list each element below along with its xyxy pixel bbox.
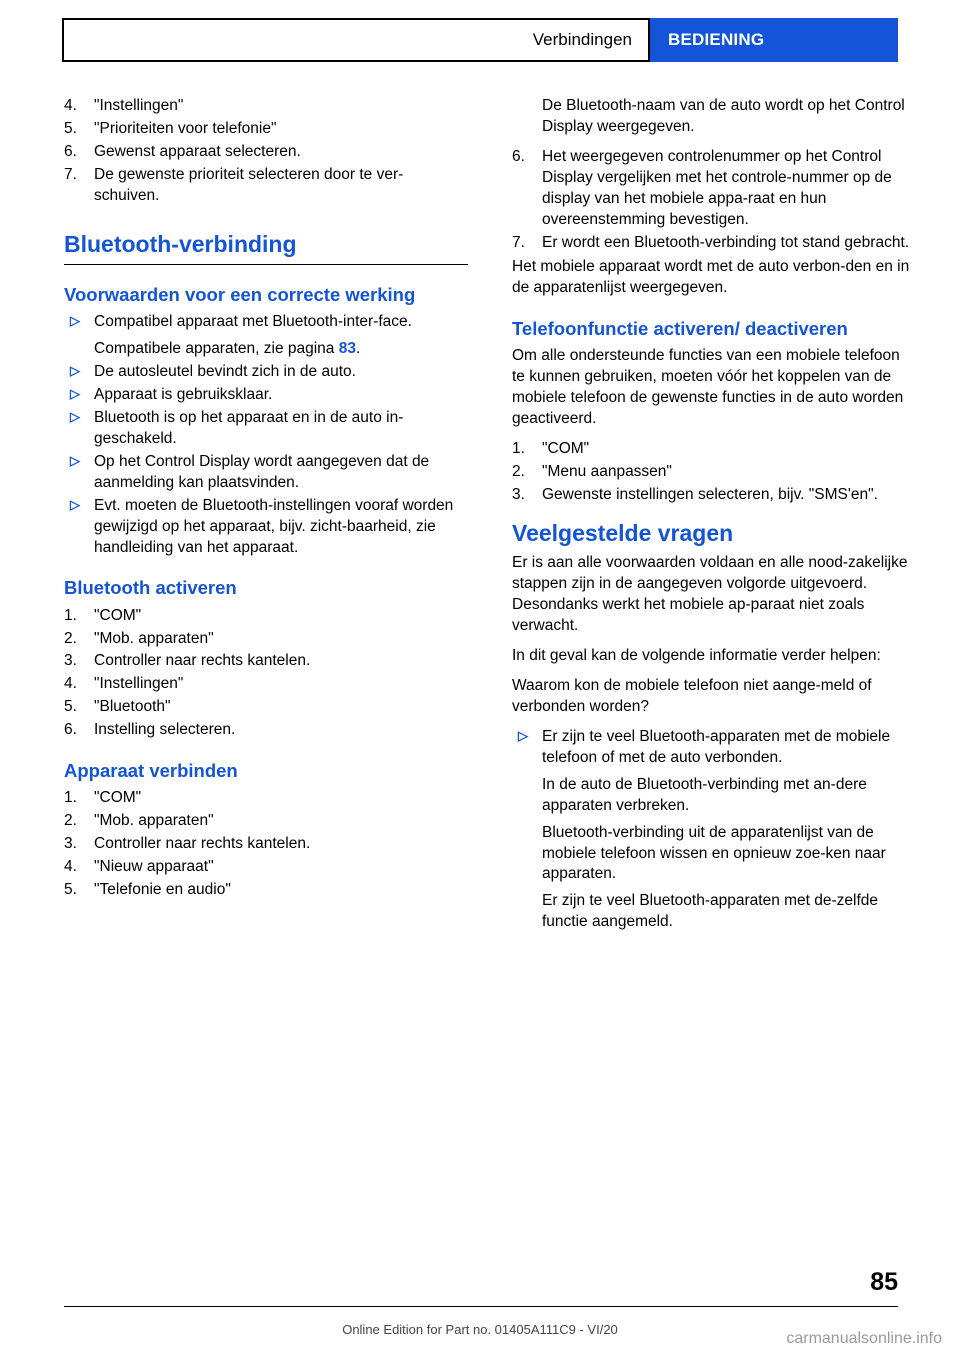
list-item bbox=[64, 629, 468, 650]
list-item bbox=[64, 142, 468, 163]
list-item bbox=[512, 727, 916, 933]
page-header bbox=[62, 18, 898, 62]
list-item-text: "Prioriteiten voor telefonie" bbox=[94, 119, 277, 137]
footer-edition-note: Online Edition for Part no. 01405A111C9 - VI/20 bbox=[342, 1322, 618, 1337]
right-top-numbered-list bbox=[512, 147, 916, 254]
voorwaarden-bullet-list bbox=[64, 312, 468, 558]
left-top-numbered-list bbox=[64, 96, 468, 207]
list-item-text: De autosleutel bevindt zich in de auto. bbox=[94, 363, 356, 381]
list-item bbox=[64, 165, 468, 207]
list-item bbox=[64, 119, 468, 140]
veelgestelde-bullet-list bbox=[512, 727, 916, 933]
list-item bbox=[512, 439, 916, 460]
list-item-text: "COM" bbox=[94, 606, 142, 624]
list-item bbox=[64, 651, 468, 672]
list-item bbox=[64, 720, 468, 741]
list-item bbox=[512, 233, 916, 254]
veelgestelde-paragraph-1: Er is aan alle voorwaarden voldaan en alle nood-zakelijke stappen zijn in de aangegeven volgorde uitgevoerd. Desondanks werkt het mobiele ap-paraat niet zoals verwacht. bbox=[512, 554, 908, 635]
list-item bbox=[64, 811, 468, 832]
list-item bbox=[64, 834, 468, 855]
telefoonfunctie-paragraph: Om alle ondersteunde functies van een mobiele telefoon te kunnen gebruiken, moeten vóór het koppelen van de mobiele telefoon de gewenste functies in de auto worden geactiveerd. bbox=[512, 347, 904, 428]
header-section-title: Verbindingen bbox=[62, 18, 650, 62]
list-item bbox=[64, 385, 468, 406]
list-item-text: "COM" bbox=[542, 440, 590, 458]
list-item-text: Gewenste instellingen selecteren, bijv. "SMS'en". bbox=[542, 485, 878, 503]
list-item-text: "Telefonie en audio" bbox=[94, 880, 231, 898]
subheading-bluetooth-activeren: Bluetooth activeren bbox=[64, 577, 237, 599]
subheading-telefoonfunctie: Telefoonfunctie activeren/ deactiveren bbox=[512, 318, 848, 340]
list-item-text: "Mob. apparaten" bbox=[94, 629, 214, 647]
list-item-text: Controller naar rechts kantelen. bbox=[94, 835, 311, 853]
list-item bbox=[64, 408, 468, 450]
list-item-number: 6. bbox=[64, 721, 77, 739]
bullet-note-1: In de auto de Bluetooth-verbinding met an-dere apparaten verbreken. bbox=[542, 775, 867, 814]
bullet-icon: ▷ bbox=[70, 496, 80, 512]
list-item bbox=[64, 96, 468, 117]
list-item bbox=[64, 674, 468, 695]
list-item-text: "Mob. apparaten" bbox=[94, 812, 214, 830]
list-item-number: 6. bbox=[64, 142, 77, 160]
list-item bbox=[64, 312, 468, 360]
list-item bbox=[64, 606, 468, 627]
section-heading-bluetooth-verbinding: Bluetooth-verbinding bbox=[64, 231, 468, 266]
list-item-text: Er wordt een Bluetooth-verbinding tot stand gebracht. bbox=[542, 233, 910, 251]
veelgestelde-paragraph-2: In dit geval kan de volgende informatie verder helpen: bbox=[512, 647, 881, 665]
footer-divider bbox=[64, 1306, 898, 1307]
list-item-text: Controller naar rechts kantelen. bbox=[94, 652, 311, 670]
list-item-number: 3. bbox=[64, 835, 77, 853]
list-item-text: Instelling selecteren. bbox=[94, 721, 236, 739]
list-item bbox=[64, 697, 468, 718]
bluetooth-naam-note: De Bluetooth-naam van de auto wordt op het Control Display weergegeven. bbox=[542, 97, 905, 135]
list-item-number: 1. bbox=[512, 440, 525, 458]
list-item-text: "Bluetooth" bbox=[94, 698, 171, 716]
telefoonfunctie-list bbox=[512, 439, 916, 506]
list-item-text: Op het Control Display wordt aangegeven dat de aanmelding kan plaatsvinden. bbox=[94, 452, 430, 491]
bullet-note-3: Er zijn te veel Bluetooth-apparaten met de-zelfde functie aangemeld. bbox=[542, 892, 879, 931]
list-item-number: 7. bbox=[64, 165, 77, 183]
list-item-text: De gewenste prioriteit selecteren door te ver-schuiven. bbox=[94, 165, 404, 204]
bullet-icon: ▷ bbox=[70, 452, 80, 468]
list-item-text: Evt. moeten de Bluetooth-instellingen vooraf worden gewijzigd op het apparaat, bijv. zicht-baarheid, zie handleiding van het apparaat. bbox=[94, 496, 454, 556]
list-item-text: "COM" bbox=[94, 789, 142, 807]
note-text-pre: Compatibele apparaten, zie pagina bbox=[94, 340, 339, 358]
list-item-number: 3. bbox=[64, 652, 77, 670]
list-item-text: "Menu aanpassen" bbox=[542, 463, 672, 481]
watermark-text: carmanualsonline.info bbox=[786, 1330, 942, 1347]
apparaat-verbinden-list bbox=[64, 788, 468, 901]
list-item-number: 2. bbox=[64, 629, 77, 647]
veelgestelde-paragraph-3: Waarom kon de mobiele telefoon niet aange-meld of verbonden worden? bbox=[512, 677, 872, 715]
list-item bbox=[64, 496, 468, 559]
list-item bbox=[64, 857, 468, 878]
list-item-number: 2. bbox=[512, 463, 525, 481]
subheading-voorwaarden: Voorwaarden voor een correcte werking bbox=[64, 284, 416, 306]
list-item-text: Bluetooth is op het apparaat en in de auto in-geschakeld. bbox=[94, 409, 404, 447]
bullet-icon: ▷ bbox=[70, 313, 80, 329]
list-item bbox=[512, 485, 916, 506]
right-column bbox=[512, 96, 916, 937]
note-text-post: . bbox=[355, 340, 361, 358]
left-column bbox=[64, 96, 468, 905]
compatibele-apparaten-note bbox=[94, 339, 468, 360]
subheading-apparaat-verbinden: Apparaat verbinden bbox=[64, 760, 238, 782]
list-item-number: 4. bbox=[64, 675, 77, 693]
bullet-icon: ▷ bbox=[70, 386, 80, 402]
bullet-note-2: Bluetooth-verbinding uit de apparatenlijst van de mobiele telefoon wissen en opnieuw zoe-ken naar apparaten. bbox=[542, 823, 886, 883]
page-number: 85 bbox=[870, 1268, 898, 1296]
list-item-number: 1. bbox=[64, 789, 77, 807]
list-item-number: 4. bbox=[64, 97, 77, 114]
list-item-number: 4. bbox=[64, 858, 77, 876]
list-item-number: 7. bbox=[512, 233, 525, 251]
list-item-number: 5. bbox=[64, 119, 77, 137]
bullet-icon: ▷ bbox=[518, 727, 528, 743]
list-item-number: 2. bbox=[64, 812, 77, 830]
list-item bbox=[64, 452, 468, 494]
list-item bbox=[64, 362, 468, 383]
list-item-text: Het weergegeven controlenummer op het Control Display vergelijken met het controle-nummer op de display van het mobiele appa-raat en hun overeenstemming bevestigen. bbox=[542, 147, 892, 228]
list-item-number: 5. bbox=[64, 880, 77, 898]
list-item bbox=[64, 788, 468, 809]
list-item bbox=[64, 880, 468, 901]
bullet-icon: ▷ bbox=[70, 409, 80, 425]
section-heading-veelgestelde-vragen: Veelgestelde vragen bbox=[512, 519, 734, 546]
list-item bbox=[512, 462, 916, 483]
list-item-text: "Instellingen" bbox=[94, 675, 184, 693]
bullet-icon: ▷ bbox=[70, 363, 80, 379]
list-item-number: 5. bbox=[64, 698, 77, 716]
header-chapter-label: BEDIENING bbox=[650, 18, 898, 62]
bluetooth-activeren-list bbox=[64, 606, 468, 742]
list-item-text: Er zijn te veel Bluetooth-apparaten met de mobiele telefoon of met de auto verbonden. bbox=[542, 727, 891, 766]
list-item-text: Apparaat is gebruiksklaar. bbox=[94, 386, 273, 404]
list-item-text: Gewenst apparaat selecteren. bbox=[94, 142, 301, 160]
apparatenlijst-note: Het mobiele apparaat wordt met de auto verbon-den en in de apparatenlijst weergegeven. bbox=[512, 258, 910, 297]
list-item-text: "Nieuw apparaat" bbox=[94, 858, 214, 876]
list-item bbox=[512, 147, 916, 231]
list-item-text: Compatibel apparaat met Bluetooth-inter-face. bbox=[94, 313, 412, 331]
list-item-number: 3. bbox=[512, 485, 525, 503]
list-item-text: "Instellingen" bbox=[94, 97, 184, 114]
list-item-number: 1. bbox=[64, 606, 77, 624]
list-item-number: 6. bbox=[512, 147, 525, 165]
page-reference-link[interactable]: 83 bbox=[338, 340, 356, 358]
